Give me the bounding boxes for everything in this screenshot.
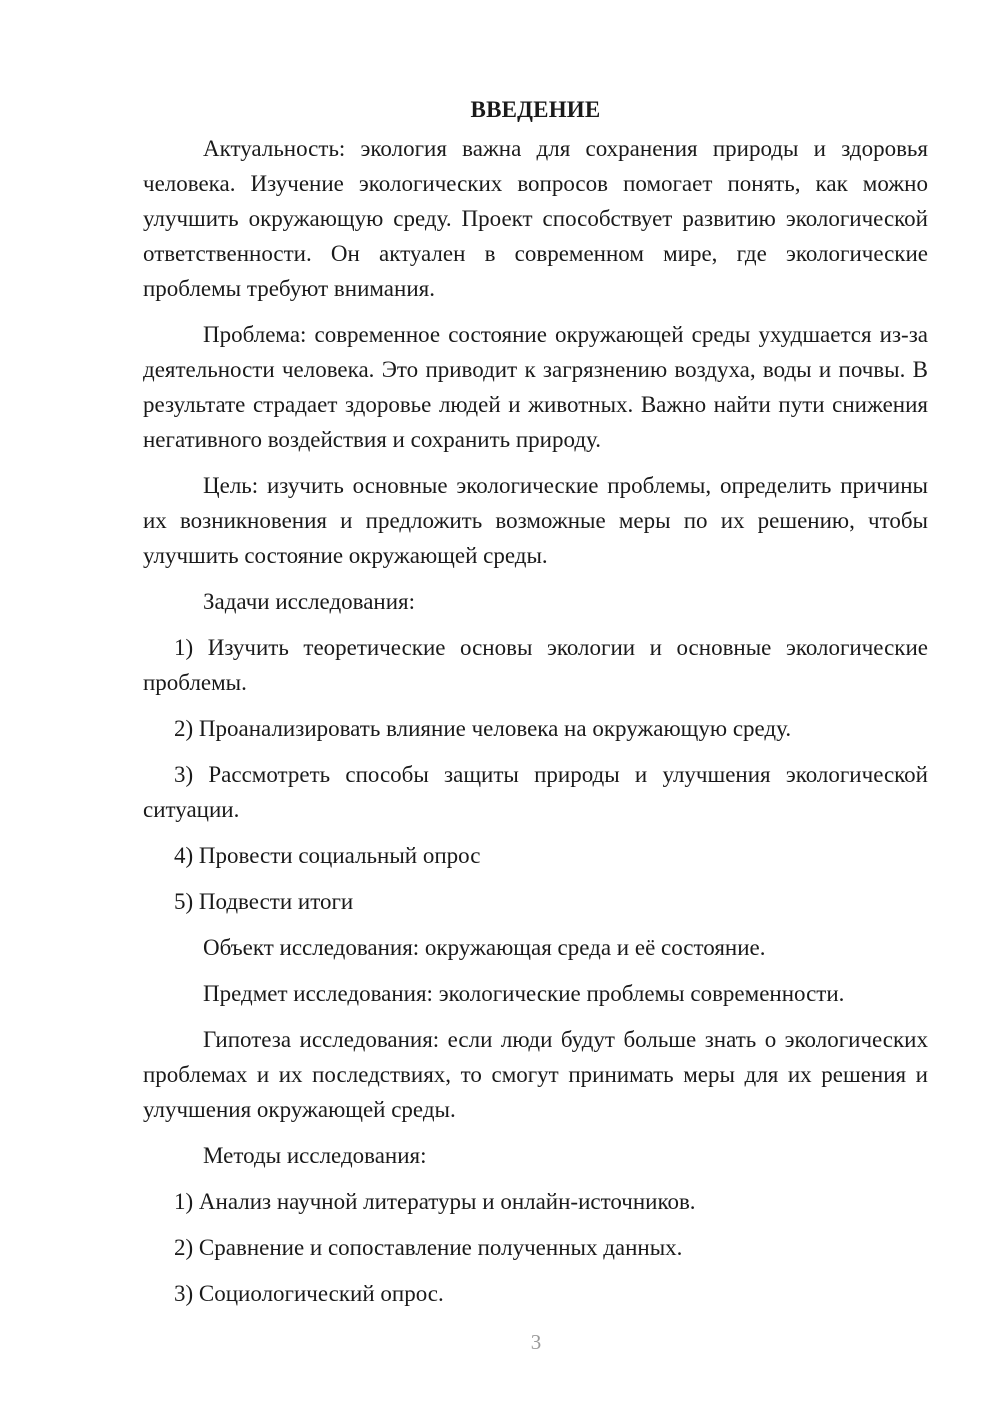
goal-paragraph: Цель: изучить основные экологические проблемы, определить причины их возникновения и предложить возможные меры по их решению, чтобы улучшить состояние окружающей среды. — [143, 473, 928, 568]
subject-paragraph: Предмет исследования: экологические проблемы современности. — [203, 981, 845, 1006]
task-item-5: 5) Подвести итоги — [174, 889, 354, 914]
page-content — [143, 92, 928, 1322]
hypothesis-paragraph: Гипотеза исследования: если люди будут больше знать о экологических проблемах и их последствиях, то смогут принимать меры для их решения и улучшения окружающей среды. — [143, 1027, 928, 1122]
task-item-1: 1) Изучить теоретические основы экологии и основные экологические проблемы. — [143, 635, 928, 695]
method-item-2: 2) Сравнение и сопоставление полученных данных. — [174, 1235, 683, 1260]
object-paragraph: Объект исследования: окружающая среда и её состояние. — [203, 935, 766, 960]
task-item-4: 4) Провести социальный опрос — [174, 843, 481, 868]
section-heading: ВВЕДЕНИЕ — [470, 97, 601, 122]
tasks-heading: Задачи исследования: — [203, 589, 416, 614]
task-item-2: 2) Проанализировать влияние человека на окружающую среду. — [174, 716, 792, 741]
relevance-paragraph: Актуальность: экология важна для сохранения природы и здоровья человека. Изучение экологических вопросов помогает понять, как можно улучшить окружающую среду. Проект способствует развитию экологической ответственности. Он актуален в современном мире, где экологические проблемы требуют внимания. — [143, 136, 928, 301]
method-item-1: 1) Анализ научной литературы и онлайн-источников. — [174, 1189, 696, 1214]
method-item-3: 3) Социологический опрос. — [174, 1281, 444, 1306]
problem-paragraph: Проблема: современное состояние окружающей среды ухудшается из-за деятельности человека. Это приводит к загрязнению воздуха, воды и почвы. В результате страдает здоровье людей и животных. Важно найти пути снижения негативного воздействия и сохранить природу. — [143, 322, 928, 452]
methods-heading: Методы исследования: — [203, 1143, 427, 1168]
page-number: 3 — [530, 1330, 542, 1354]
task-item-3: 3) Рассмотреть способы защиты природы и улучшения экологической ситуации. — [143, 762, 928, 822]
